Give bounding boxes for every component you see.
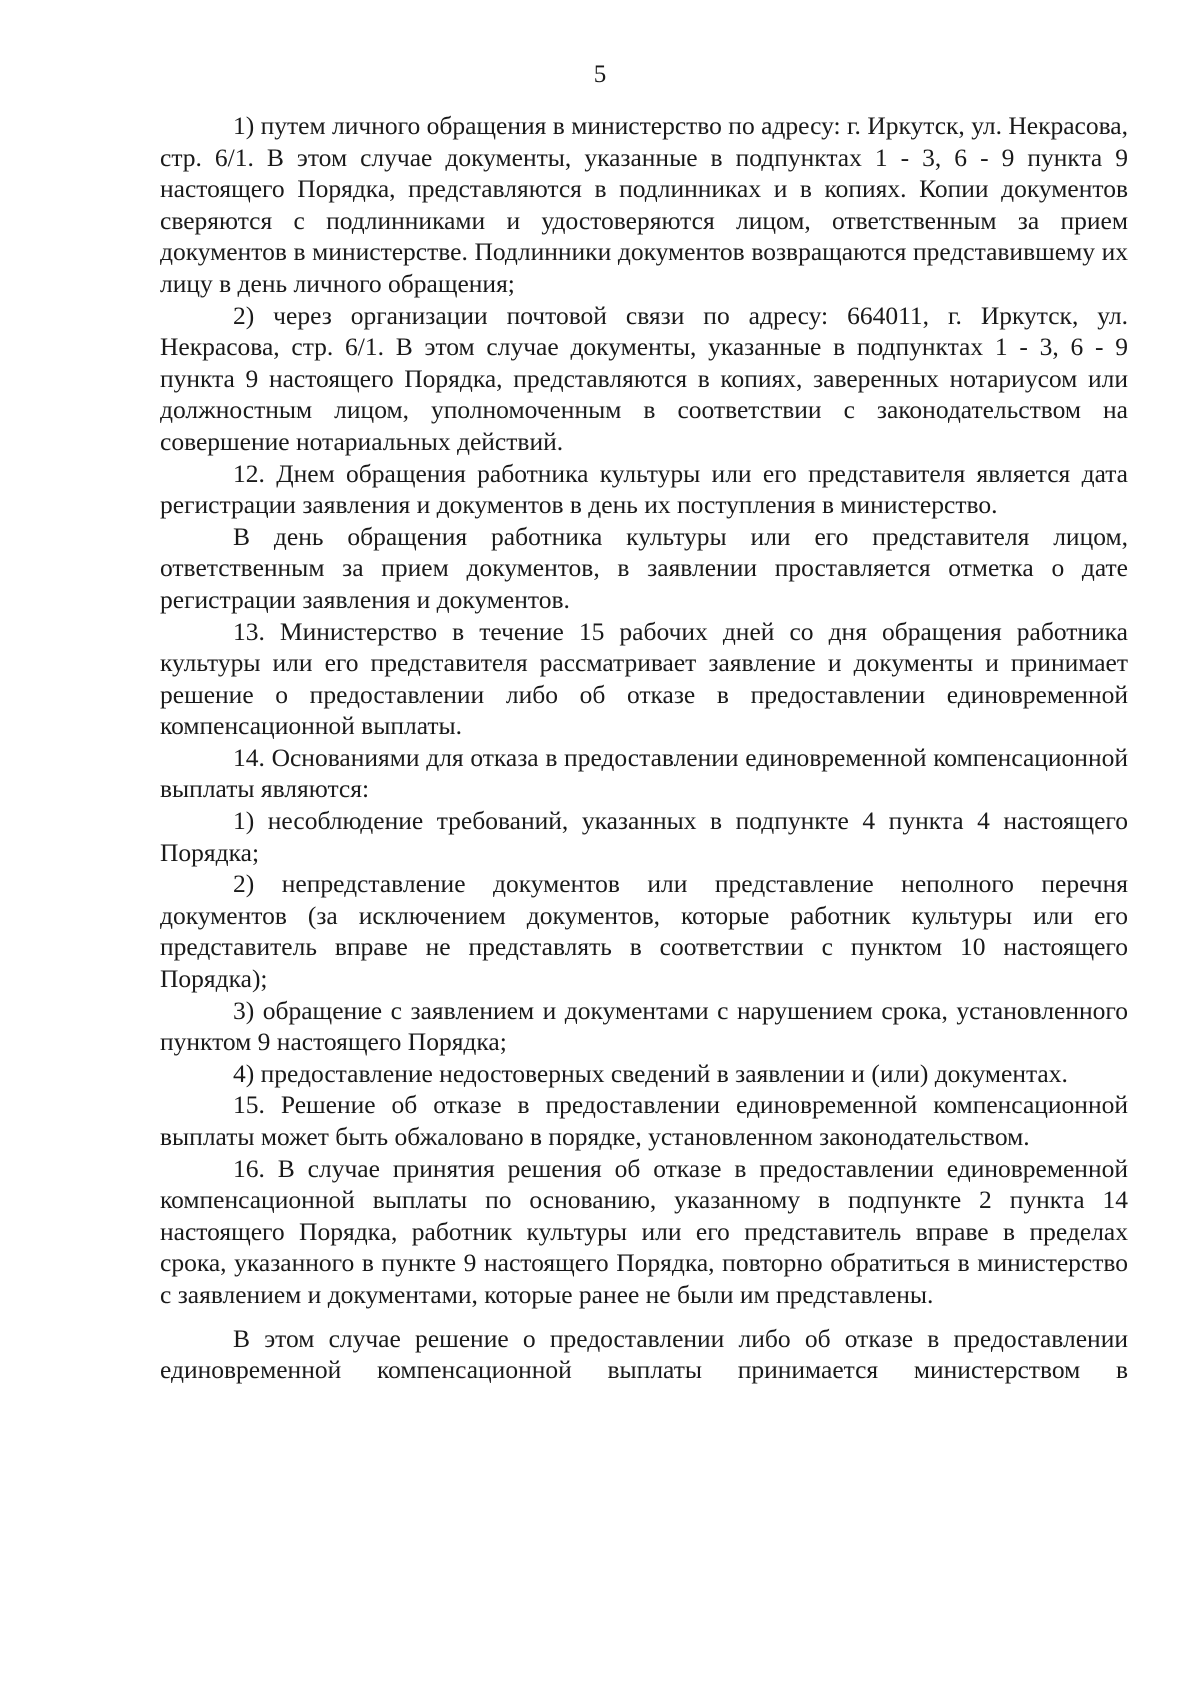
paragraph-14-4-false-info: 4) предоставление недостоверных сведений в заявлении и (или) документах. [233,1058,1068,1088]
paragraph-16-decision: В этом случае решение о предоставлении либо об отказе в предоставлении единовременной компенсационной выплаты принимается министерством в [160,1323,1128,1385]
paragraph-13-review-period: 13. Министерство в течение 15 рабочих дней со дня обращения работника культуры или его представителя рассматривает заявление и документы и принимает решение о предоставлении либо об отказе в предоставлении единовременной компенсационной выплаты. [160,616,1128,741]
paragraph-12-application-date: 12. Днем обращения работника культуры или его представителя является дата регистрации заявления и документов в день их поступления в министерство. [160,458,1128,520]
page-number: 5 [593,61,607,88]
paragraph-14-refusal-grounds: 14. Основаниями для отказа в предоставлении единовременной компенсационной выплаты являются: [160,742,1128,804]
document-body [160,110,1128,1386]
paragraph-11-1-personal-submission: 1) путем личного обращения в министерство по адресу: г. Иркутск, ул. Некрасова, стр. 6/1. В этом случае документы, указанные в подпунктах 1 - 3, 6 - 9 пункта 9 настоящего Порядка, представляются в подлинниках и в копиях. Копии документов сверяются с подлинниками и удостоверяются лицом, ответственным за прием документов в министерстве. Подлинники документов возвращаются представившему их лицу в день личного обращения; [160,111,1128,298]
paragraph-14-1-requirements: 1) несоблюдение требований, указанных в подпункте 4 пункта 4 настоящего Порядка; [160,806,1128,867]
paragraph-14-2-documents: 2) непредставление документов или представление неполного перечня документов (за исключением документов, которые работник культуры или его представитель вправе не представлять в соответствии с пунктом 10 настоящего Порядка); [160,869,1128,994]
paragraph-16-resubmission: 16. В случае принятия решения об отказе в предоставлении единовременной компенсационной выплаты по основанию, указанному в подпункте 2 пункта 14 настоящего Порядка, работник культуры или его представитель вправе в пределах срока, указанного в пункте 9 настоящего Порядка, повторно обратиться в министерство с заявлением и документами, которые ранее не были им представлены. [160,1153,1128,1309]
paragraph-12-registration-mark: В день обращения работника культуры или его представителя лицом, ответственным за прием документов, в заявлении проставляется отметка о дате регистрации заявления и документов. [160,521,1128,614]
paragraph-11-2-postal-submission: 2) через организации почтовой связи по адресу: 664011, г. Иркутск, ул. Некрасова, стр. 6/1. В этом случае документы, указанные в подпунктах 1 - 3, 6 - 9 пункта 9 настоящего Порядка, представляются в копиях, заверенных нотариусом или должностным лицом, уполномоченным в соответствии с законодательством на совершение нотариальных действий. [160,300,1128,456]
paragraph-14-3-deadline: 3) обращение с заявлением и документами с нарушением срока, установленного пунктом 9 настоящего Порядка; [160,995,1128,1057]
paragraph-15-appeal: 15. Решение об отказе в предоставлении единовременной компенсационной выплаты может быть обжаловано в порядке, установленном законодательством. [160,1090,1128,1151]
